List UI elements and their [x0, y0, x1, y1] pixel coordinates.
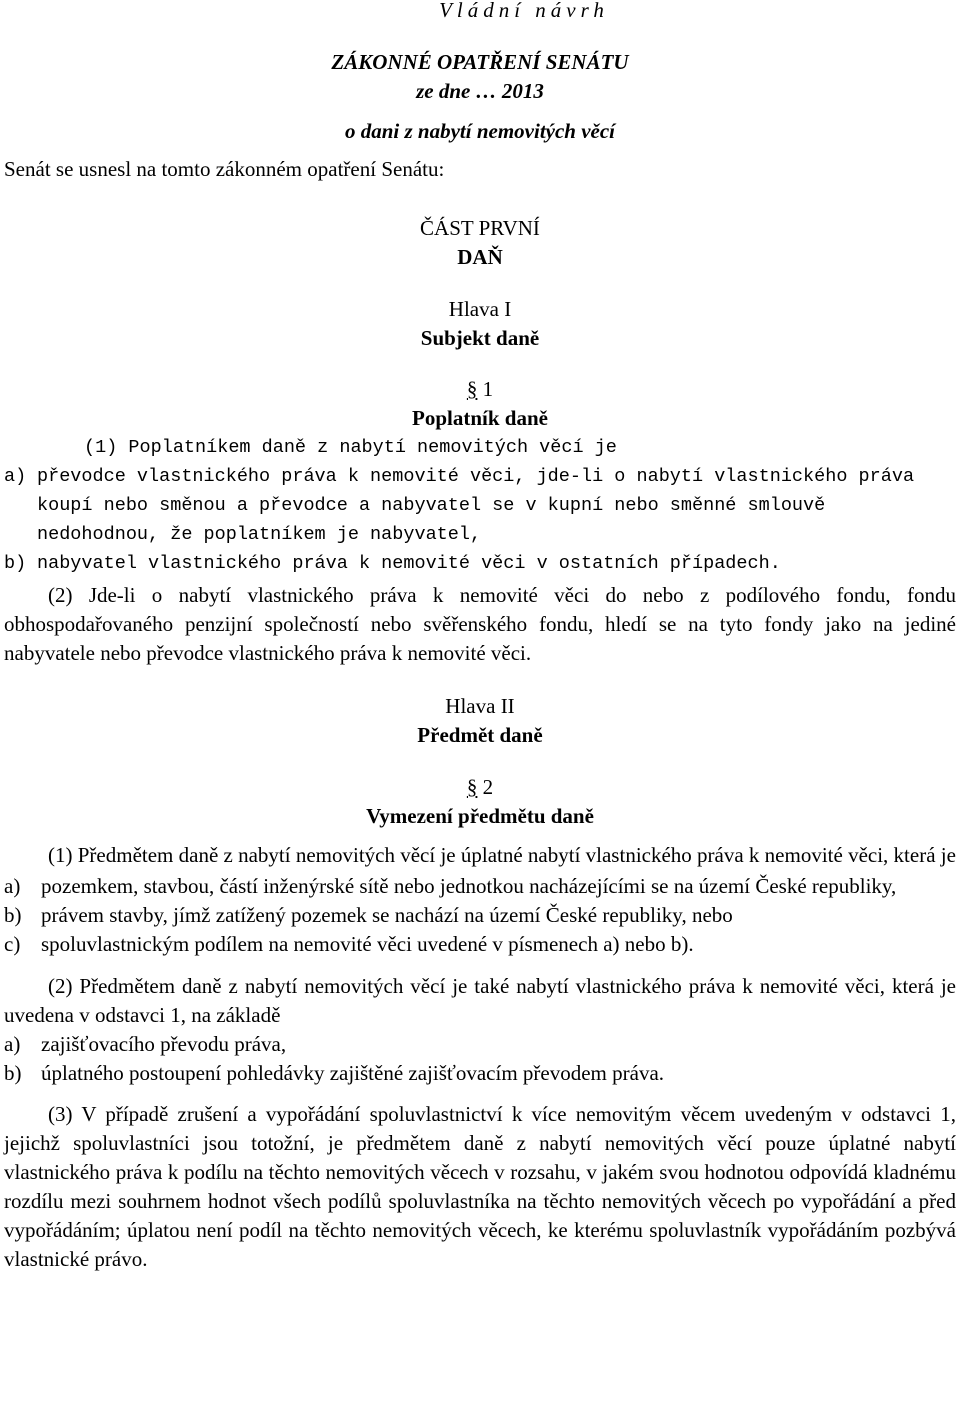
head1-title: Subjekt daně [420, 326, 540, 350]
item-text: zajišťovacího převodu práva, [41, 1032, 287, 1056]
part-title: DAŇ [457, 245, 503, 269]
item-text: úplatného postoupení pohledávky zajištěné zajišťovacím převodem práva. [41, 1061, 665, 1085]
item-text: pozemkem, stavbou, částí inženýrské sítě nebo jednotkou nacházejícími se na území České republiky, [41, 874, 897, 898]
item-label: a) [4, 874, 21, 898]
item-text: nabyvatel vlastnického práva k nemovité věci v ostatních případech. [37, 553, 781, 574]
section1-para2: (2) Jde-li o nabytí vlastnického práva k nemovité věci do nebo z podílového fondu, fondu obhospodařovaného penzijní společností nebo svěřenského fondu, hledí se na tyto fondy jako na jediné nabyvatele nebo převodce vlastnického práva k nemovité věci. [4, 583, 956, 665]
head2-title: Předmět daně [417, 723, 543, 747]
item-text: právem stavby, jímž zatížený pozemek se nachází na území České republiky, nebo [41, 903, 733, 927]
draft-label: Vládní návrh [439, 0, 609, 22]
section2-para3: (3) V případě zrušení a vypořádání spoluvlastnictví k více nemovitým věcem uvedeným v odstavci 1, jejichž spoluvlastníci jsou totožní, je předmětem daně z nabytí nemovitých věcí pouze úplatné nabytí vlastnického práva k podílu na těchto nemovitých věcech v rozsahu, v jakém svou hodnotou odpovídá kladnému rozdílu mezi souhrnem hodnot všech podílů spoluvlastníka na těchto nemovitých věcech po vypořádání a před vypořádáním; úplatou není podíl na těchto nemovitých věcech, ke kterému spoluvlastník vypořádáním pozbývá vlastnické právo. [4, 1102, 956, 1271]
section-symbol: § [466, 775, 478, 799]
item-label: b) [4, 903, 22, 927]
date-line: ze dne … 2013 [416, 79, 544, 103]
item-label: a) [4, 466, 27, 487]
section1-para1-intro: (1) Poplatníkem daně z nabytí nemovitých věcí je [84, 437, 617, 458]
section2-heading [4, 773, 956, 802]
section2-para2-item-a [4, 1030, 956, 1059]
section2-para1-item-b [4, 901, 956, 930]
section1-title: Poplatník daně [412, 406, 548, 430]
section2-para1-item-a [4, 872, 956, 901]
document-subject: o dani z nabytí nemovitých věcí [344, 119, 616, 143]
section2-title: Vymezení předmětu daně [366, 804, 594, 828]
item-text: spoluvlastnickým podílem na nemovité věci uvedené v písmenech a) nebo b). [41, 932, 694, 956]
head2-label: Hlava II [445, 694, 515, 718]
item-label: a) [4, 1032, 21, 1056]
intro-sentence: Senát se usnesl na tomto zákonném opatření Senátu: [4, 157, 445, 181]
section2-para2-item-b [4, 1059, 956, 1088]
head1-label: Hlava I [448, 297, 512, 321]
part-label: ČÁST PRVNÍ [420, 216, 540, 240]
item-label: b) [4, 1061, 22, 1085]
document-title: ZÁKONNÉ OPATŘENÍ SENÁTU [331, 50, 629, 74]
section-number: 1 [482, 377, 494, 401]
section2-para1-item-c [4, 930, 956, 959]
section1-item-a [4, 462, 956, 549]
item-label: c) [4, 932, 21, 956]
item-text: převodce vlastnického práva k nemovité věci, jde-li o nabytí vlastnického práva koupí nebo směnou a převodce a nabyvatel se v kupní nebo směnné smlouvě nedohodnou, že poplatníkem je nabyvatel, [37, 466, 915, 545]
section1-heading [4, 375, 956, 404]
section1-item-b [4, 549, 956, 578]
section2-para1-intro: (1) Předmětem daně z nabytí nemovitých věcí je úplatné nabytí vlastnického práva k nemovité věci, která je [48, 843, 956, 867]
section-symbol: § [466, 377, 478, 401]
section-number: 2 [482, 775, 494, 799]
section2-para2-intro: (2) Předmětem daně z nabytí nemovitých věcí je také nabytí vlastnického práva k nemovité věci, která je uvedena v odstavci 1, na základě [4, 974, 956, 1027]
item-label: b) [4, 553, 27, 574]
